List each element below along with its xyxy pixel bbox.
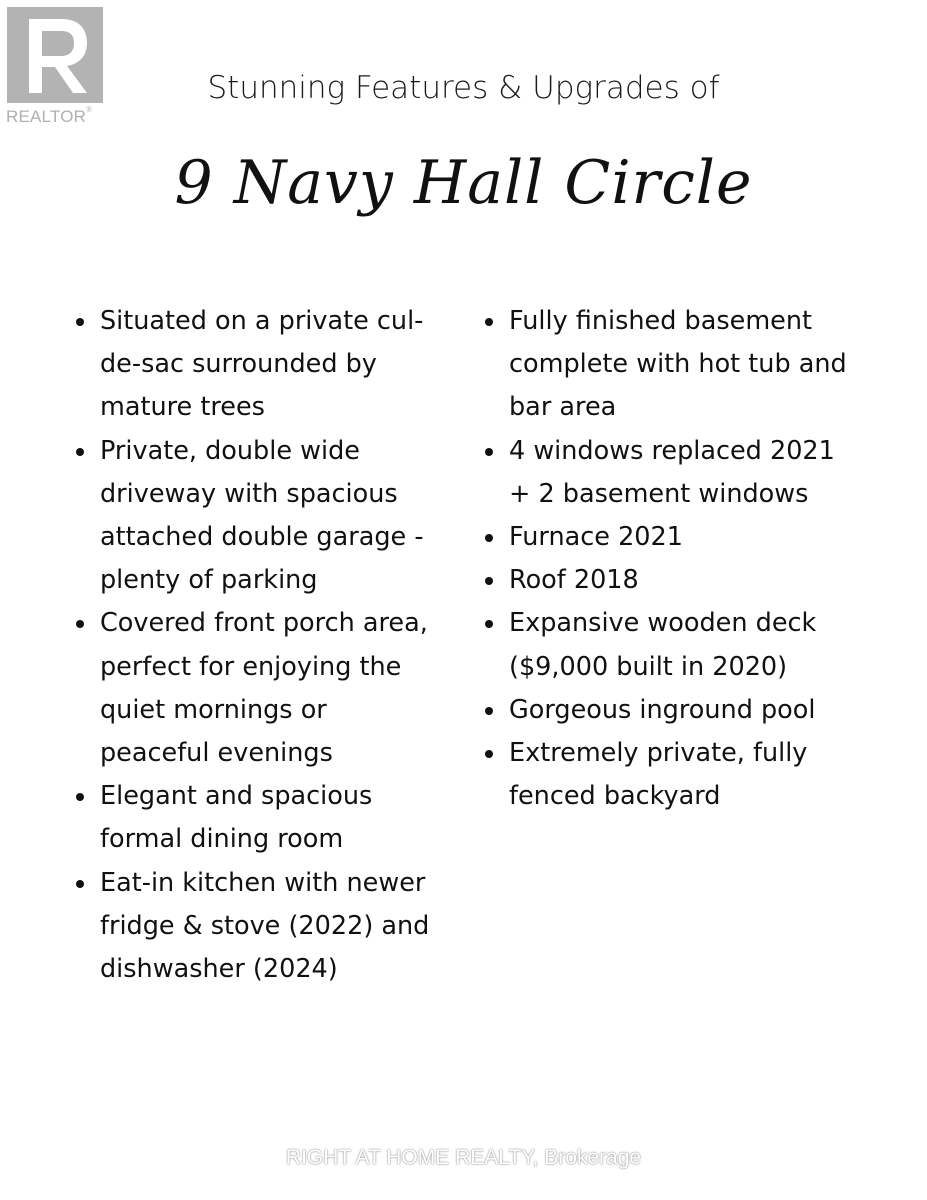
feature-item: Roof 2018: [481, 559, 901, 602]
bullet-icon: [76, 880, 84, 888]
feature-item: Extremely private, fully fenced backyard: [481, 732, 901, 818]
bullet-icon: [485, 707, 493, 715]
bullet-icon: [485, 620, 493, 628]
features-list-right: [481, 300, 901, 818]
feature-item: Situated on a private cul- de-sac surrounded by mature trees: [72, 300, 462, 430]
feature-item: Elegant and spacious formal dining room: [72, 775, 462, 861]
bullet-icon: [485, 577, 493, 585]
feature-item: Covered front porch area, perfect for enjoying the quiet mornings or peaceful evenings: [72, 602, 462, 775]
bullet-icon: [485, 750, 493, 758]
feature-item: Expansive wooden deck ($9,000 built in 2020): [481, 602, 901, 688]
feature-item: Fully finished basement complete with hot tub and bar area: [481, 300, 901, 430]
realtor-wordmark: REALTOR®: [6, 105, 93, 126]
feature-item: Private, double wide driveway with spacious attached double garage - plenty of parking: [72, 430, 462, 603]
bullet-icon: [485, 318, 493, 326]
bullet-icon: [76, 793, 84, 801]
realtor-logo: [4, 4, 108, 128]
feature-item: Furnace 2021: [481, 516, 901, 559]
page-heading: Stunning Features & Upgrades of: [207, 70, 720, 106]
features-list-left: [72, 300, 462, 991]
bullet-icon: [76, 318, 84, 326]
bullet-icon: [485, 448, 493, 456]
brokerage-footer: RIGHT AT HOME REALTY, Brokerage: [285, 1146, 642, 1169]
feature-item: Gorgeous inground pool: [481, 689, 901, 732]
property-address: 9 Navy Hall Circle: [174, 148, 753, 218]
feature-item: Eat-in kitchen with newer fridge & stove (2022) and dishwasher (2024): [72, 862, 462, 992]
bullet-icon: [76, 448, 84, 456]
bullet-icon: [485, 534, 493, 542]
feature-item: 4 windows replaced 2021 + 2 basement windows: [481, 430, 901, 516]
bullet-icon: [76, 620, 84, 628]
